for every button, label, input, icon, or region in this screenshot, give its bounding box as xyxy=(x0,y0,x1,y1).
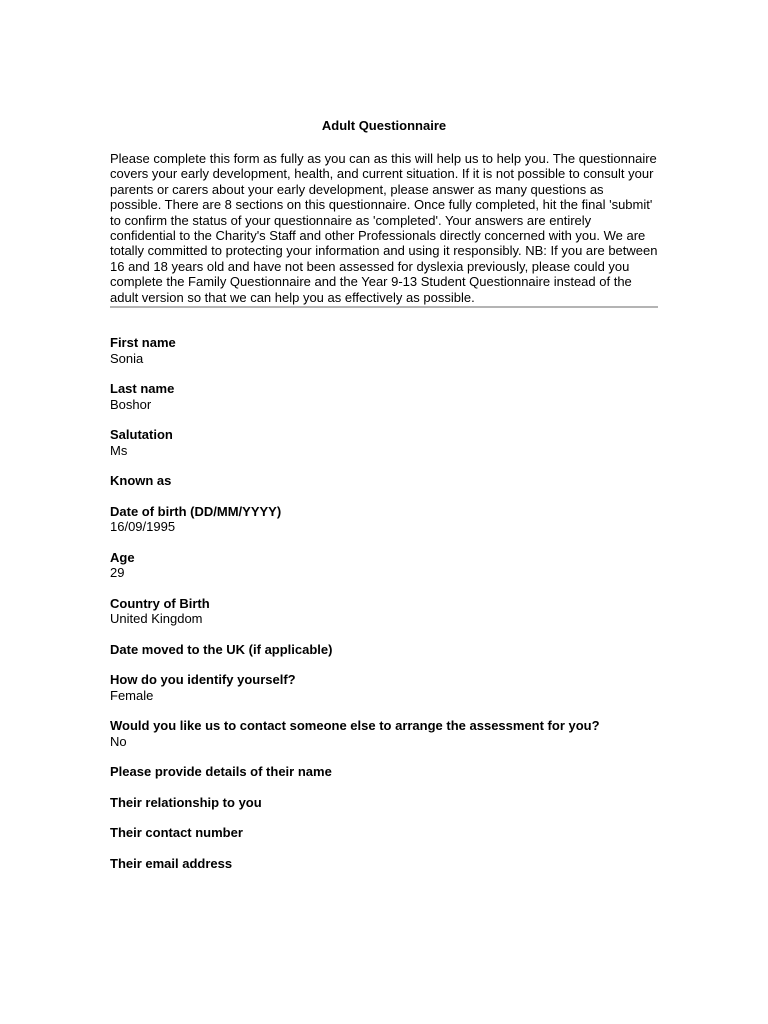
field-label: Country of Birth xyxy=(110,595,210,611)
field-identify-yourself xyxy=(110,672,658,703)
field-label: Date of birth (DD/MM/YYYY) xyxy=(110,503,282,519)
field-last-name xyxy=(110,381,658,412)
field-label: Their contact number xyxy=(110,825,243,841)
field-country-of-birth xyxy=(110,596,658,627)
field-their-name xyxy=(110,764,658,780)
field-contact-someone-else xyxy=(110,718,658,749)
field-their-contact-number xyxy=(110,825,658,841)
page-title: Adult Questionnaire xyxy=(321,118,447,133)
field-salutation xyxy=(110,427,658,458)
field-age xyxy=(110,550,658,581)
field-value: Boshor xyxy=(110,396,152,412)
field-label: Their relationship to you xyxy=(110,794,262,810)
intro-paragraph: Please complete this form as fully as you can as this will help us to help you. The questionnaire covers your early development, health, and current situation. If it is not possible to consult your parents or carers about your early development, please answer as many questions as possible. There are 8 sections on this questionnaire. Once fully completed, hit the final 'submit' to confirm the status of your questionnaire as 'completed'. Your answers are entirely confidential to the Charity's Staff and other Professionals directly concerned with you. We are totally committed to protecting your information and using it responsibly. NB: If you are between 16 and 18 years old and have not been assessed for dyslexia previously, please could you complete the Family Questionnaire and the Year 9-13 Student Questionnaire instead of the adult version so that we can help you as effectively as possible. xyxy=(110,151,658,305)
field-value: Female xyxy=(110,687,154,703)
field-their-email xyxy=(110,856,658,872)
section-divider xyxy=(110,306,658,308)
field-value: 29 xyxy=(110,565,125,581)
field-label: Please provide details of their name xyxy=(110,764,332,780)
field-label: First name xyxy=(110,335,176,351)
field-their-relationship xyxy=(110,795,658,811)
field-value: Ms xyxy=(110,442,128,458)
field-label: Salutation xyxy=(110,427,173,443)
field-label: Known as xyxy=(110,473,172,489)
field-label: Date moved to the UK (if applicable) xyxy=(110,641,333,657)
field-first-name xyxy=(110,335,658,366)
document-page xyxy=(110,118,658,886)
field-value: Sonia xyxy=(110,350,144,366)
field-value: No xyxy=(110,733,127,749)
field-known-as xyxy=(110,473,658,489)
field-label: How do you identify yourself? xyxy=(110,672,296,688)
field-label: Would you like us to contact someone else to arrange the assessment for you? xyxy=(110,718,600,734)
field-label: Age xyxy=(110,549,135,565)
field-value: United Kingdom xyxy=(110,611,203,627)
form-fields xyxy=(110,335,658,871)
field-label: Their email address xyxy=(110,855,233,871)
field-date-moved-to-uk xyxy=(110,642,658,658)
field-value: 16/09/1995 xyxy=(110,519,176,535)
field-label: Last name xyxy=(110,381,175,397)
field-date-of-birth xyxy=(110,504,658,535)
